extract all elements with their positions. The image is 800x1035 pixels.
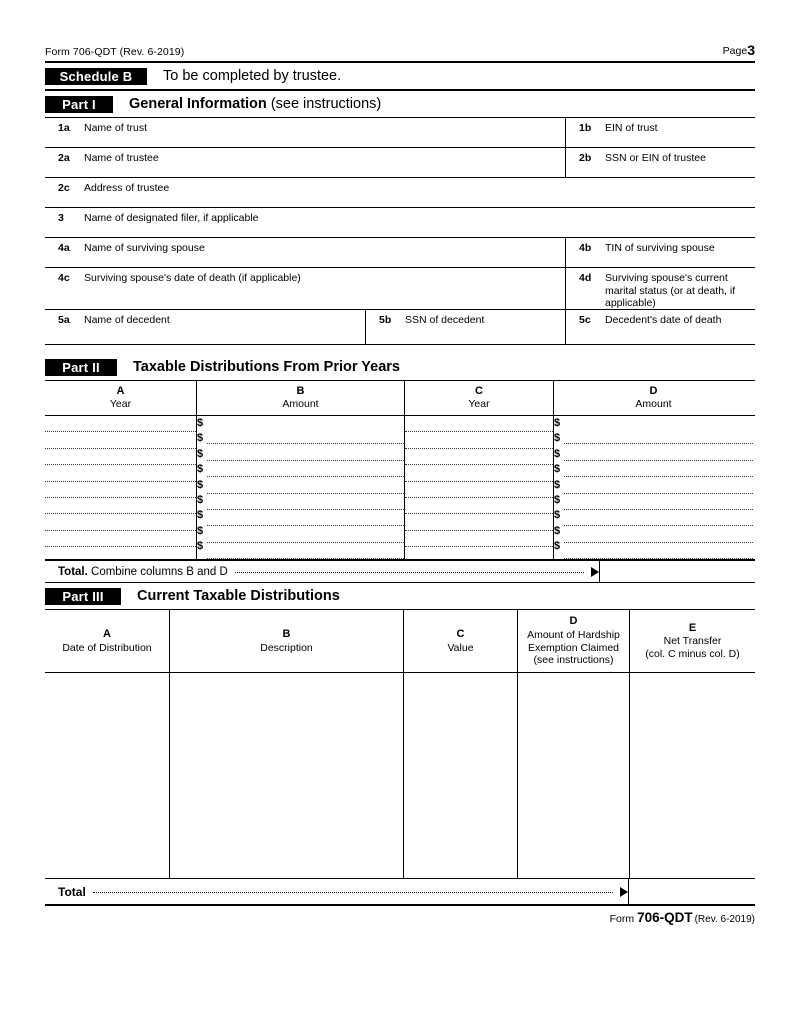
field-2c-label: Address of trustee [84, 182, 170, 194]
field-5b-label: SSN of decedent [405, 314, 485, 326]
part-3-col-e-header [629, 610, 755, 672]
part-2-col-d-name: Amount [635, 397, 672, 410]
currency-symbol: $ [554, 509, 561, 522]
part-2-col-c-entries[interactable] [404, 416, 553, 559]
currency-symbol: $ [197, 447, 204, 460]
field-1a-label: Name of trust [84, 122, 148, 134]
part-2-header-row [45, 381, 755, 416]
year-entry-line[interactable] [405, 432, 553, 448]
part-1-row-4 [45, 208, 755, 238]
part-1-title-main: General Information [129, 96, 267, 112]
year-entry-line[interactable] [405, 514, 553, 530]
part-3-col-b-letter: B [282, 628, 291, 641]
part-2-total-arrow-icon [591, 567, 599, 577]
part-2-chip: Part II [45, 359, 117, 376]
field-4c-label: Surviving spouse's date of death (if applicable) [84, 272, 301, 284]
part-1-row-7 [45, 310, 755, 345]
part-2-col-a-name: Year [109, 397, 132, 410]
field-4c[interactable] [45, 268, 565, 309]
amount-entry-line[interactable] [207, 526, 404, 542]
part-1-row-5 [45, 238, 755, 268]
year-entry-line[interactable] [405, 498, 553, 514]
part-3-col-c-header [403, 610, 517, 672]
year-entry-line[interactable] [405, 416, 553, 432]
footer-revision: (Rev. 6-2019) [694, 914, 755, 926]
part-3-col-d-entries[interactable] [517, 673, 629, 878]
part-2-col-d-lines[interactable] [560, 416, 753, 559]
amount-entry-line[interactable] [564, 477, 753, 493]
amount-entry-line[interactable] [564, 461, 753, 477]
part-2-total-leader [235, 566, 584, 578]
currency-symbol: $ [554, 493, 561, 506]
field-4d-label: Surviving spouse's current marital status (or at death, if applicable) [605, 272, 736, 309]
part-3-header-row [45, 610, 755, 673]
part-3-table [45, 609, 755, 879]
part-1-title-note: (see instructions) [270, 96, 382, 112]
currency-symbol: $ [554, 432, 561, 445]
field-1a-number: 1a [58, 122, 70, 134]
field-1b-label: EIN of trust [605, 122, 658, 134]
part-2-col-a-header [45, 381, 196, 415]
part-2-col-c-name: Year [468, 397, 490, 410]
year-entry-line[interactable] [45, 465, 196, 481]
field-4a-number: 4a [58, 242, 70, 254]
part-1-row-1 [45, 118, 755, 148]
field-1a[interactable] [45, 118, 565, 147]
field-2b-label: SSN or EIN of trustee [605, 152, 706, 164]
year-entry-line[interactable] [45, 482, 196, 498]
part-3-col-a-header [45, 610, 169, 672]
part-3-body [45, 673, 755, 879]
amount-entry-line[interactable] [207, 444, 404, 460]
amount-entry-line[interactable] [564, 444, 753, 460]
form-footer [45, 906, 755, 925]
part-3-col-b-header [169, 610, 403, 672]
part-2-total-label-bold: Total. [58, 565, 88, 578]
amount-entry-line[interactable] [564, 428, 753, 444]
field-2c[interactable] [45, 178, 755, 207]
form-sheet [45, 0, 755, 925]
part-3-total-label: Total [58, 884, 86, 899]
year-entry-line[interactable] [45, 531, 196, 547]
part-3-col-d-letter: D [569, 615, 578, 628]
field-4d[interactable] [565, 268, 755, 309]
amount-entry-line[interactable] [207, 477, 404, 493]
field-4b[interactable] [565, 238, 755, 267]
part-2-col-d-letter: D [649, 385, 658, 397]
part-3-total-leader [93, 886, 613, 898]
page-indicator [723, 42, 755, 58]
field-5a-number: 5a [58, 314, 70, 326]
footer-prefix: Form [609, 913, 635, 926]
field-4c-number: 4c [58, 272, 70, 284]
part-2-col-b-entries[interactable] [196, 416, 404, 559]
part-1-title [129, 96, 381, 112]
part-3-total-row [45, 879, 755, 906]
part-2-title: Taxable Distributions From Prior Years [133, 359, 400, 375]
part-1-band [45, 91, 755, 117]
amount-entry-line[interactable] [207, 428, 404, 444]
field-1b[interactable] [565, 118, 755, 147]
part-3-col-a-line-1: Date of Distribution [62, 641, 152, 654]
currency-symbol: $ [197, 463, 204, 476]
field-3[interactable] [45, 208, 755, 237]
part-2-band [45, 354, 755, 380]
year-entry-line[interactable] [405, 465, 553, 481]
field-2c-number: 2c [58, 182, 70, 194]
part-2-body [45, 416, 755, 559]
amount-entry-line[interactable] [207, 510, 404, 526]
part-3-col-b-line-1: Description [260, 641, 313, 654]
part-3-col-e-line-2: (col. C minus col. D) [645, 647, 740, 660]
part-2-total-label [45, 566, 228, 578]
part-1-grid [45, 117, 755, 345]
part-2-col-b-lines[interactable] [203, 416, 404, 559]
currency-symbol: $ [197, 509, 204, 522]
part-3-col-c-letter: C [456, 628, 465, 641]
part-3-title: Current Taxable Distributions [137, 588, 340, 605]
part-3-col-d-line-1: Amount of Hardship [527, 629, 620, 642]
currency-symbol: $ [197, 478, 204, 491]
part-3-band [45, 583, 755, 609]
page-label: Page [722, 45, 748, 57]
part-3-col-c-entries[interactable] [403, 673, 517, 878]
part-3-col-b-entries[interactable] [169, 673, 403, 878]
part-2-col-c-letter: C [475, 385, 483, 397]
part-2-col-d-entries[interactable] [553, 416, 753, 559]
field-5b[interactable] [365, 310, 565, 344]
part-2-col-d-header [553, 381, 753, 415]
year-entry-line[interactable] [405, 449, 553, 465]
part-2-col-b-header [196, 381, 404, 415]
schedule-b-title: To be completed by trustee. [163, 68, 342, 84]
part-2-col-a-letter: A [116, 385, 125, 397]
field-5a-label: Name of decedent [84, 314, 170, 326]
part-1-row-2 [45, 148, 755, 178]
part-2-col-c-header [404, 381, 553, 415]
field-5c-number: 5c [579, 314, 591, 326]
currency-symbol: $ [554, 540, 561, 553]
currency-symbol: $ [197, 540, 204, 553]
currency-symbol: $ [554, 447, 561, 460]
currency-symbol: $ [197, 493, 204, 506]
part-1-row-6 [45, 268, 755, 310]
part-3-col-d-line-3: (see instructions) [533, 654, 614, 667]
part-3-chip: Part III [45, 588, 121, 605]
field-5c[interactable] [565, 310, 755, 344]
part-3-col-e-entries[interactable] [629, 673, 755, 878]
part-3-col-e-letter: E [688, 621, 697, 634]
year-entry-line[interactable] [405, 482, 553, 498]
amount-entry-line[interactable] [564, 494, 753, 510]
field-3-number: 3 [58, 212, 64, 224]
part-1-row-3 [45, 178, 755, 208]
page-header [45, 42, 755, 61]
field-5b-number: 5b [379, 314, 392, 326]
part-3-col-e-line-1: Net Transfer [663, 635, 722, 648]
part-2-col-b-name: Amount [282, 397, 319, 410]
currency-symbol: $ [197, 432, 204, 445]
amount-entry-line[interactable] [207, 461, 404, 477]
currency-symbol: $ [554, 463, 561, 476]
part-3-col-d-line-2: Exemption Claimed [527, 641, 620, 654]
schedule-b-chip: Schedule B [45, 68, 147, 85]
field-4d-number: 4d [579, 272, 592, 284]
field-4b-label: TIN of surviving spouse [605, 242, 715, 254]
part-2-total-label-rest: Combine columns B and D [87, 565, 228, 578]
field-4a[interactable] [45, 238, 565, 267]
currency-symbol: $ [554, 524, 561, 537]
amount-entry-line[interactable] [564, 510, 753, 526]
part-2-col-a-entries[interactable] [45, 416, 196, 559]
amount-entry-line[interactable] [207, 494, 404, 510]
field-2b-number: 2b [579, 152, 592, 164]
field-2a-label: Name of trustee [84, 152, 159, 164]
year-entry-line[interactable] [45, 449, 196, 465]
part-3-col-a-entries[interactable] [45, 673, 169, 878]
field-4b-number: 4b [579, 242, 592, 254]
part-2-col-b-letter: B [296, 385, 305, 397]
field-2a[interactable] [45, 148, 565, 177]
schedule-b-band [45, 63, 755, 89]
currency-symbol: $ [554, 417, 561, 429]
part-2-total-row [45, 560, 755, 583]
field-2a-number: 2a [58, 152, 70, 164]
field-4a-label: Name of surviving spouse [84, 242, 205, 254]
field-2b[interactable] [565, 148, 755, 177]
field-5a[interactable] [45, 310, 365, 344]
footer-form-number: 706-QDT [637, 910, 693, 926]
part-3-col-c-line-1: Value [447, 641, 474, 654]
year-entry-line[interactable] [405, 531, 553, 547]
part-2-total-value-box[interactable] [599, 561, 755, 582]
amount-entry-line[interactable] [564, 526, 753, 542]
page-number: 3 [747, 42, 755, 58]
part-3-total-value-box[interactable] [628, 879, 755, 904]
amount-entry-line[interactable] [207, 543, 404, 559]
currency-symbol: $ [197, 417, 204, 429]
year-entry-line[interactable] [45, 514, 196, 530]
currency-symbol: $ [197, 524, 204, 537]
part-3-col-a-letter: A [103, 628, 111, 641]
part-3-total-arrow-icon [620, 887, 628, 897]
currency-symbol: $ [554, 478, 561, 491]
part-1-chip: Part I [45, 96, 113, 113]
part-3-col-d-header [517, 610, 629, 672]
year-entry-line[interactable] [45, 416, 196, 432]
field-5c-label: Decedent's date of death [605, 314, 722, 326]
year-entry-line[interactable] [45, 432, 196, 448]
field-1b-number: 1b [579, 122, 592, 134]
field-3-label: Name of designated filer, if applicable [84, 212, 259, 224]
part-2-table [45, 380, 755, 560]
form-identifier: Form 706-QDT (Rev. 6-2019) [45, 46, 185, 58]
year-entry-line[interactable] [45, 498, 196, 514]
amount-entry-line[interactable] [564, 543, 753, 559]
